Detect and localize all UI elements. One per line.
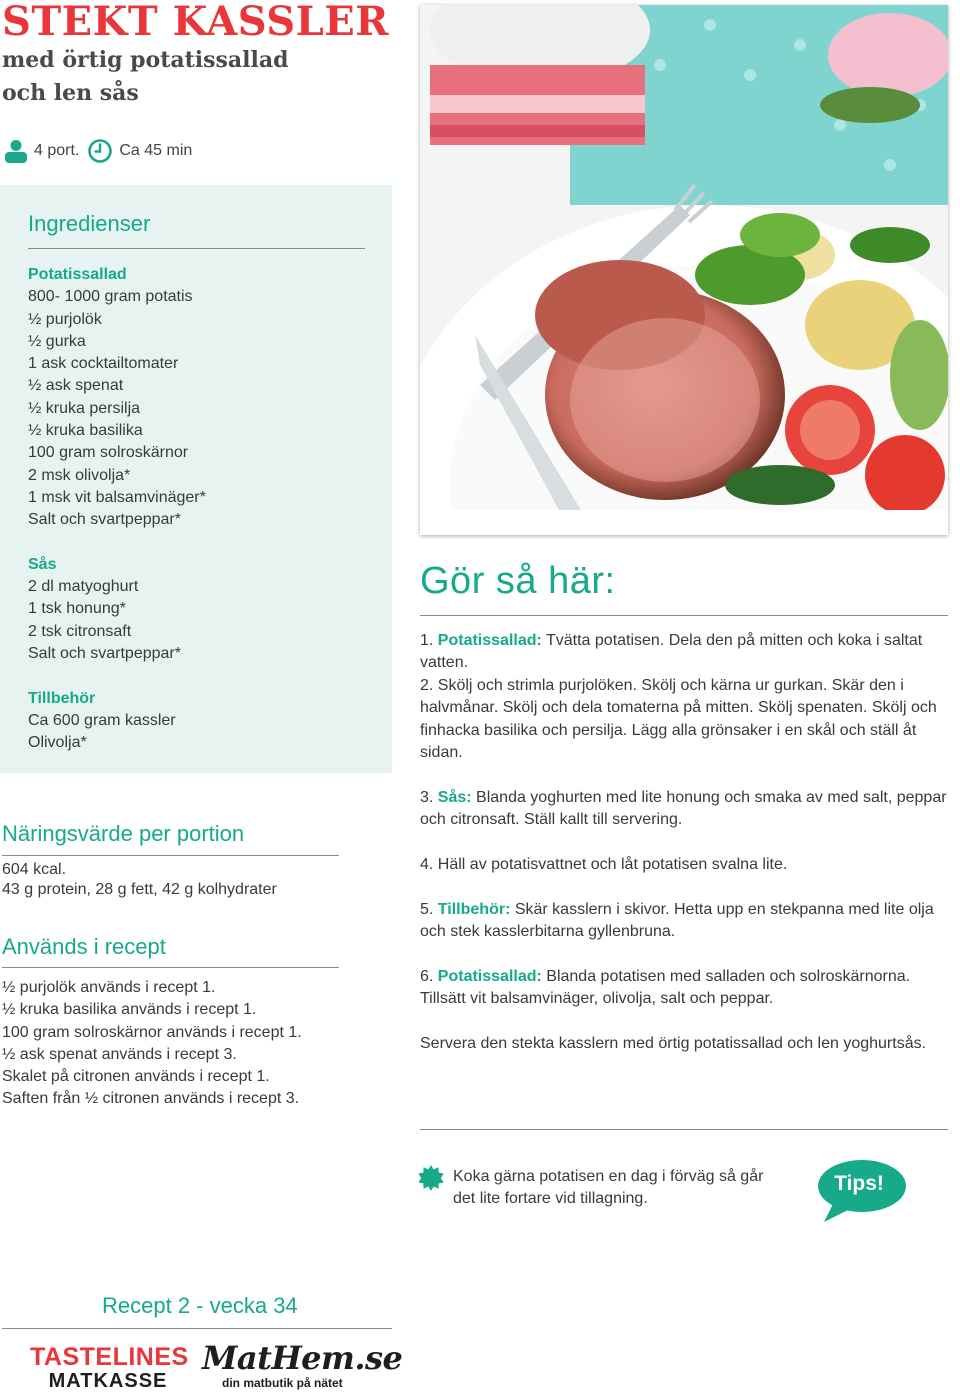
- step-text-continued: 2. Skölj och strimla purjolöken. Skölj och kärna ur gurkan. Skär den i halvmånar. Skölj och dela tomaterna på mitten. Skölj spenaten. Skölj och finhacka basilika och persilja. Lägg alla grönsaker i en skål och ställ åt sidan.: [420, 676, 937, 762]
- step-text: Blanda yoghurten med lite honung och smaka av med salt, peppar och citronsaft. Ställ kallt till servering.: [420, 788, 947, 829]
- step-text: Skär kasslern i skivor. Hetta upp en stekpanna med lite olja och stek kasslerbitarna gyllenbruna.: [420, 900, 934, 941]
- used-in-heading: Används i recept: [2, 934, 166, 959]
- used-in-divider: [2, 967, 339, 968]
- step-category: Tillbehör:: [437, 900, 511, 918]
- instructions-list: [420, 630, 950, 1078]
- tastelines-logo: [30, 1343, 189, 1392]
- instruction-step: [420, 899, 950, 944]
- time-text: Ca 45 min: [119, 142, 193, 159]
- used-in-item: Saften från ½ citronen används i recept 3.: [2, 1090, 300, 1108]
- recipe-meta: [4, 138, 200, 164]
- step-text: Servera den stekta kasslern med örtig potatissallad och len yoghurtsås.: [420, 1035, 927, 1053]
- ingredients-divider: [28, 248, 365, 249]
- instruction-step: [420, 630, 950, 764]
- person-icon: [4, 139, 28, 163]
- nutrition-macros: 43 g protein, 28 g fett, 42 g kolhydrater: [2, 881, 277, 898]
- ingredient-item: Olivolja*: [28, 734, 87, 752]
- step-category: Sås:: [437, 788, 472, 806]
- instructions-divider: [420, 615, 948, 616]
- ingredient-group-title: Tillbehör: [28, 689, 96, 707]
- used-in-item: ½ kruka basilika används i recept 1.: [2, 1001, 257, 1019]
- mathem-logo-name: MatHem.se: [202, 1339, 403, 1377]
- ingredient-item: Salt och svartpeppar*: [28, 511, 181, 529]
- step-number: 3.: [420, 788, 438, 806]
- ingredient-item: ½ gurka: [28, 332, 86, 350]
- ingredient-item: 2 msk olivolja*: [28, 466, 131, 484]
- portions-text: 4 port.: [34, 142, 80, 159]
- clock-icon: [87, 138, 113, 164]
- dish-photo: [420, 5, 948, 535]
- step-category: Potatissallad:: [437, 968, 542, 986]
- tastelines-logo-line1: TASTELINES: [30, 1343, 189, 1371]
- step-number: 5.: [420, 900, 438, 918]
- ingredient-item: 100 gram solroskärnor: [28, 444, 189, 462]
- instruction-step: [420, 854, 950, 876]
- footer-divider: [2, 1328, 392, 1329]
- nutrition-divider: [2, 855, 339, 856]
- step-category: Potatissallad:: [437, 632, 542, 649]
- mathem-logo-tagline: din matbutik på nätet: [222, 1376, 343, 1390]
- ingredient-item: 1 tsk honung*: [28, 600, 126, 618]
- ingredient-item: 800- 1000 gram potatis: [28, 288, 193, 306]
- recipe-title: STEKT KASSLER: [2, 0, 390, 45]
- ingredient-spacer: [28, 665, 378, 687]
- tastelines-logo-line2: MATKASSE: [48, 1370, 168, 1392]
- instruction-step: [420, 966, 950, 1011]
- instruction-step: [420, 787, 950, 832]
- used-in-item: 100 gram solroskärnor används i recept 1.: [2, 1023, 302, 1041]
- ingredient-item: 2 tsk citronsaft: [28, 622, 132, 640]
- ingredient-item: Ca 600 gram kassler: [28, 711, 176, 729]
- instructions-heading: Gör så här:: [420, 560, 616, 602]
- tips-label: Tips!: [834, 1172, 884, 1195]
- nutrition-values: [2, 860, 277, 900]
- ingredient-group-title: Sås: [28, 555, 57, 573]
- ingredient-item: 1 msk vit balsamvinäger*: [28, 488, 206, 506]
- tips-text: Koka gärna potatisen en dag i förväg så går det lite fortare vid tillagning.: [453, 1168, 764, 1208]
- starburst-icon: [418, 1165, 444, 1196]
- recipe-subtitle: med örtig potatissallad och len sås: [2, 47, 289, 106]
- nutrition-heading: Näringsvärde per portion: [2, 821, 245, 846]
- used-in-item: ½ ask spenat används i recept 3.: [2, 1045, 237, 1063]
- ingredient-item: ½ ask spenat: [28, 377, 124, 395]
- used-in-list: [2, 977, 302, 1111]
- step-number: 1.: [420, 632, 438, 649]
- tips-divider: [420, 1129, 948, 1130]
- ingredient-spacer: [28, 532, 378, 554]
- instruction-step: [420, 1033, 950, 1055]
- ingredient-item: Salt och svartpeppar*: [28, 645, 181, 663]
- used-in-item: ½ purjolök används i recept 1.: [2, 979, 216, 996]
- ingredients-heading: Ingredienser: [28, 211, 151, 236]
- step-text: 4. Häll av potatisvattnet och låt potatisen svalna lite.: [420, 856, 788, 874]
- mathem-logo: [202, 1339, 403, 1390]
- step-number: 6.: [420, 968, 438, 986]
- nutrition-kcal: 604 kcal.: [2, 861, 67, 878]
- ingredient-item: 1 ask cocktailtomater: [28, 355, 179, 373]
- ingredients-list: [28, 264, 378, 755]
- recipe-week: Recept 2 - vecka 34: [102, 1293, 298, 1318]
- used-in-item: Skalet på citronen används i recept 1.: [2, 1068, 270, 1086]
- ingredient-item: 2 dl matyoghurt: [28, 578, 139, 596]
- step-text: Blanda potatisen med salladen och solroskärnorna. Tillsätt vit balsamvinäger, olivolja, salt och peppar.: [420, 968, 911, 1008]
- ingredient-item: ½ kruka persilja: [28, 399, 141, 417]
- ingredient-item: ½ purjolök: [28, 310, 102, 328]
- step-text: Tvätta potatisen. Dela den på mitten och koka i saltat vatten.: [420, 632, 923, 672]
- ingredient-group-title: Potatissallad: [28, 266, 127, 283]
- ingredient-item: ½ kruka basilika: [28, 422, 143, 440]
